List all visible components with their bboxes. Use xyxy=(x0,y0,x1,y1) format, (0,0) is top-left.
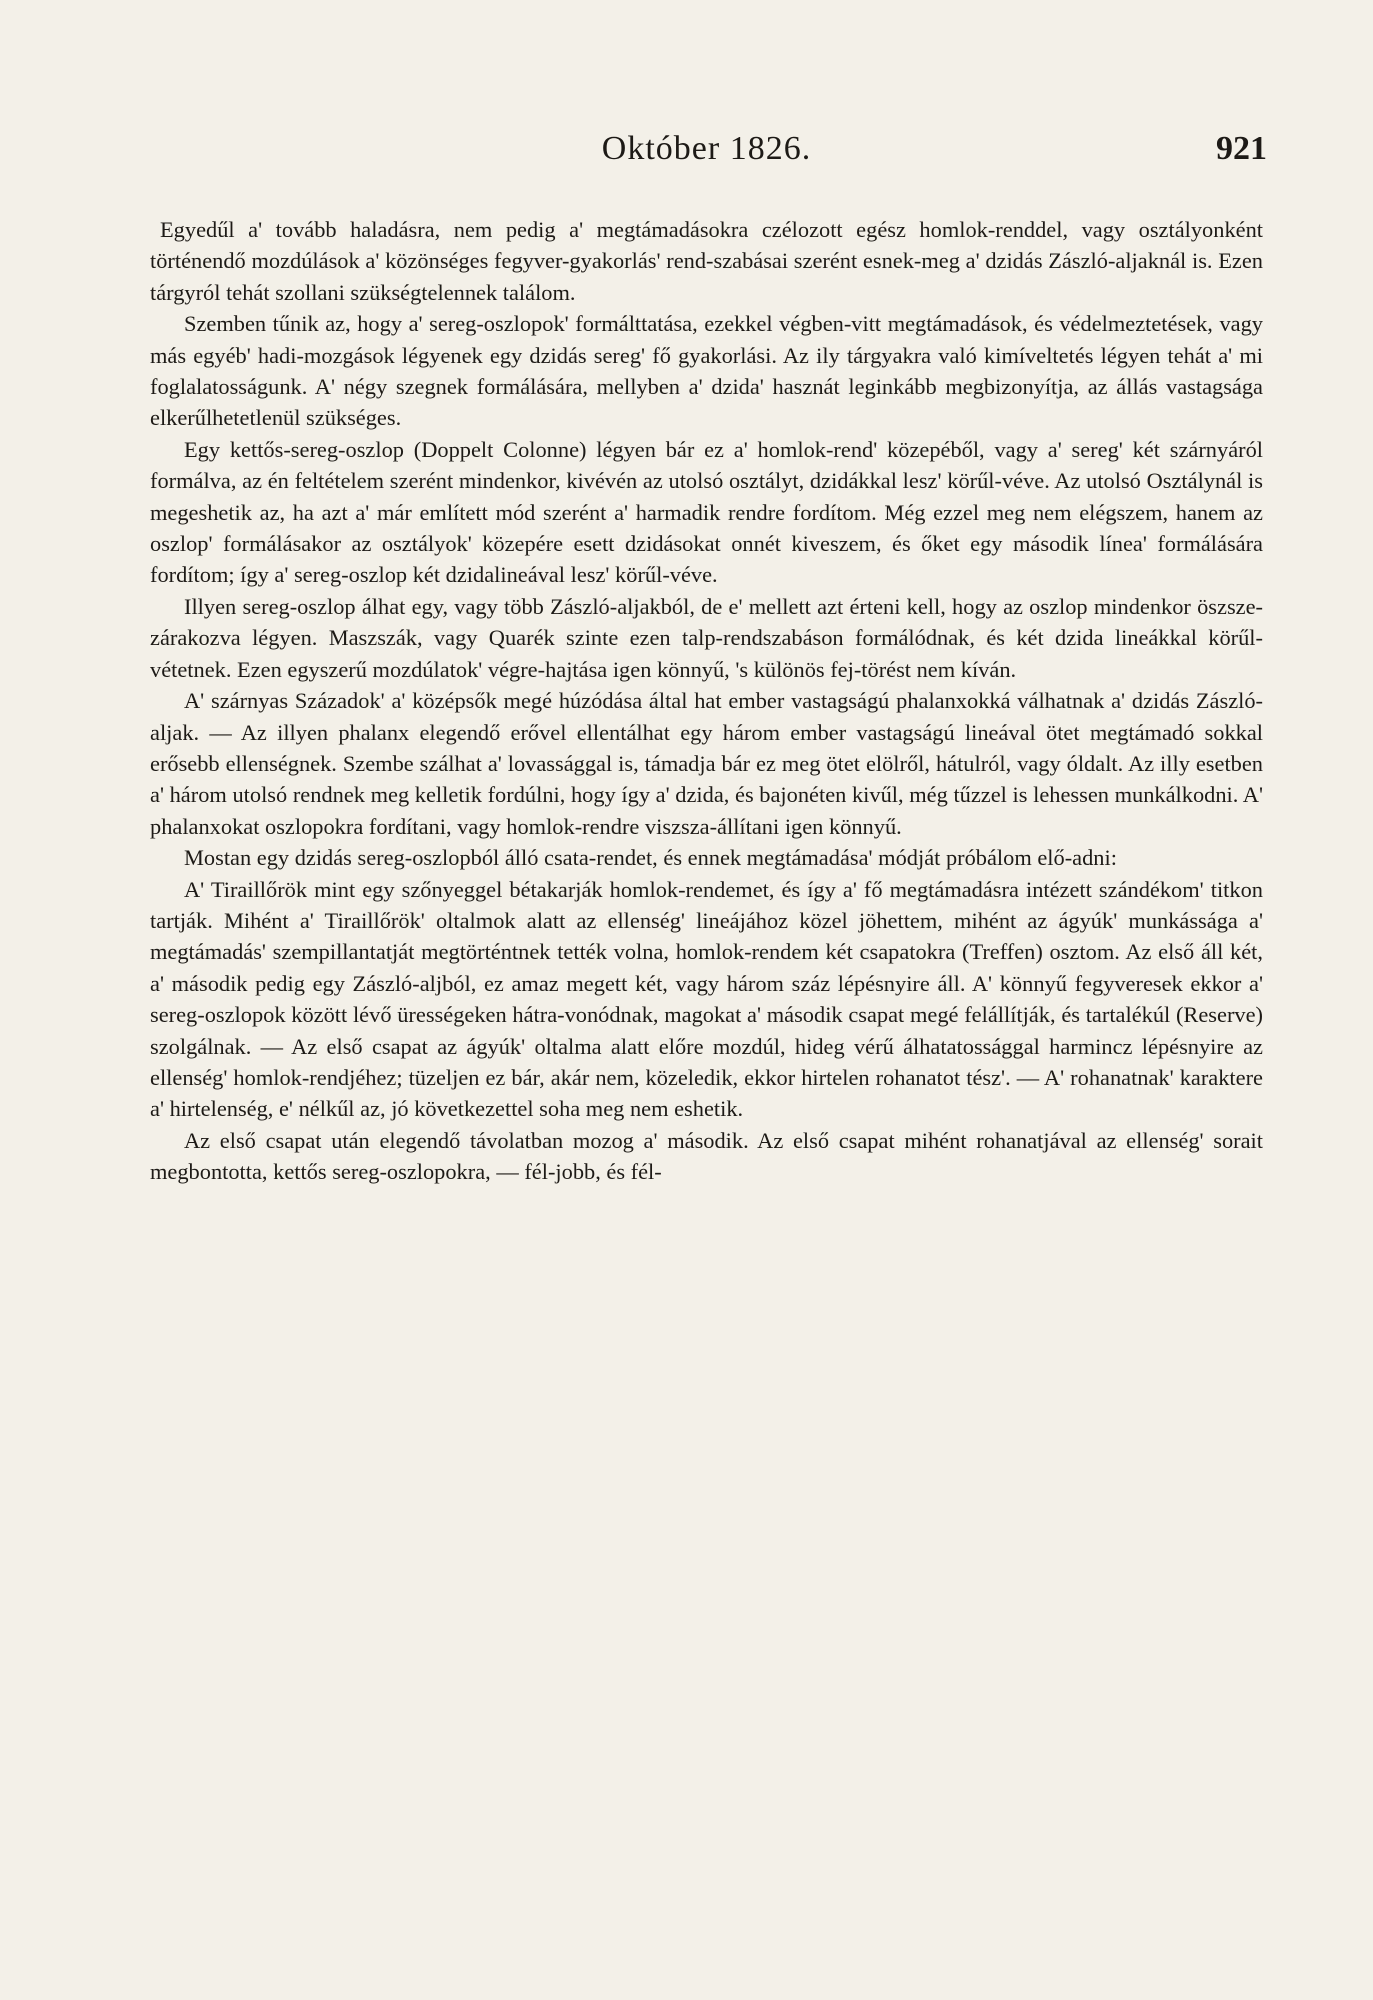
paragraph: Mostan egy dzidás sereg-oszlopból álló csata-rendet, és ennek megtámadása' módját próbálom elő-adni: xyxy=(184,845,1117,871)
paragraph: Egy kettős-sereg-oszlop (Doppelt Colonne) légyen bár ez a' homlok-rend' közepéből, vagy a' sereg' két szárnyáról formálva, az én feltételem szerént mindenkor, kivévén az utolsó osztályt, dzidákkal lesz' körűl-véve. Az utolsó Osztálynál is megeshetik az, ha azt a' már említett mód szerént a' harmadik rendre fordítom. Még ezzel meg nem elégszem, hanem az oszlop' formálásakor az osztályok' közepére esett dzidásokat onnét kiveszem, és őket egy második línea' formálására fordítom; így a' sereg-oszlop két dzidalineával lesz' körűl-véve. xyxy=(150,436,1263,588)
paragraph: Egyedűl a' tovább haladásra, nem pedig a' megtámadásokra czélozott egész homlok-renddel, vagy osztályonként történendő mozdúlások a' közönséges fegyver-gyakorlás' rend-szabásai szerént esnek-meg a' dzidás Zászló-aljaknál is. Ezen tárgyról tehát szollani szükségtelennek találom. xyxy=(150,217,1263,305)
running-title: Október 1826. xyxy=(601,130,812,167)
paragraph: Az első csapat után elegendő távolatban mozog a' második. Az első csapat mihént rohanatjával az ellenség' sorait megbontotta, kettős sereg-oszlopokra, — fél-jobb, és fél- xyxy=(150,1127,1263,1185)
body-text xyxy=(150,214,1263,1188)
paragraph: A' szárnyas Századok' a' középsők megé húzódása által hat ember vastagságú phalanxokká válhatnak a' dzidás Zászló-aljak. — Az illyen phalanx elegendő erővel ellentálhat egy három ember vastagságú lineával ötet megtámadó sokkal erősebb ellenségnek. Szembe szálhat a' lovassággal is, támadja bár ez meg ötet elölről, hátulról, vagy óldalt. Az illy esetben a' három utolsó rendnek meg kelletik fordúlni, hogy így a' dzida, és bajonéten kivűl, még tűzzel is lehessen munkálkodni. A' phalanxokat oszlopokra fordítani, vagy homlok-rendre viszsza-állítani igen könnyű. xyxy=(150,688,1263,839)
paragraph: Szemben tűnik az, hogy a' sereg-oszlopok' formálttatása, ezekkel végben-vitt megtámadások, és védelmeztetések, vagy más egyéb' hadi-mozgások légyenek egy dzidás sereg' fő gyakorlási. Az ily tárgyakra való kimíveltetés légyen tehát a' mi foglalatosságunk. A' négy szegnek formálására, mellyben a' dzida' hasznát leginkább megbizonyítja, az állás vastagsága elkerűlhetetlenül szükséges. xyxy=(150,311,1263,431)
page-header xyxy=(150,130,1267,190)
paragraph: Illyen sereg-oszlop álhat egy, vagy több Zászló-aljakból, de e' mellett azt érteni kell, hogy az oszlop mindenkor öszsze-zárakozva légyen. Maszszák, vagy Quarék szinte ezen talp-rendszabáson formálódnak, és két dzida lineákkal körűl-vétetnek. Ezen egyszerű mozdúlatok' végre-hajtása igen könnyű, 's különös fej-törést nem kíván. xyxy=(150,593,1263,682)
page-number: 921 xyxy=(1216,130,1267,167)
paragraph: A' Tiraillőrök mint egy szőnyeggel bétakarják homlok-rendemet, és így a' fő megtámadásra intézett szándékom' titkon tartják. Mihént a' Tiraillőrök' oltalmok alatt az ellenség' lineájához közel jöhettem, mihént az ágyúk' munkássága a' megtámadás' szempillantatját megtörténtnek tették volna, homlok-rendem két csapatokra (Treffen) osztom. Az első áll két, a' második pedig egy Zászló-aljból, ez amaz megett két, vagy három száz lépésnyire áll. A' könnyű fegyveresek ekkor a' sereg-oszlopok között lévő ürességeken hátra-vonódnak, magokat a' második csapat megé felállítják, és tartalékúl (Reserve) szolgálnak. — Az első csapat az ágyúk' oltalma alatt előre mozdúl, hideg vérű álhatatossággal harmincz lépésnyire az ellenség' homlok-rendjéhez; tüzeljen ez bár, akár nem, közeledik, ekkor hirtelen rohanatot tész'. — A' rohanatnak' karaktere a' hirtelenség, e' nélkűl az, jó következettel soha meg nem eshetik. xyxy=(150,876,1263,1122)
